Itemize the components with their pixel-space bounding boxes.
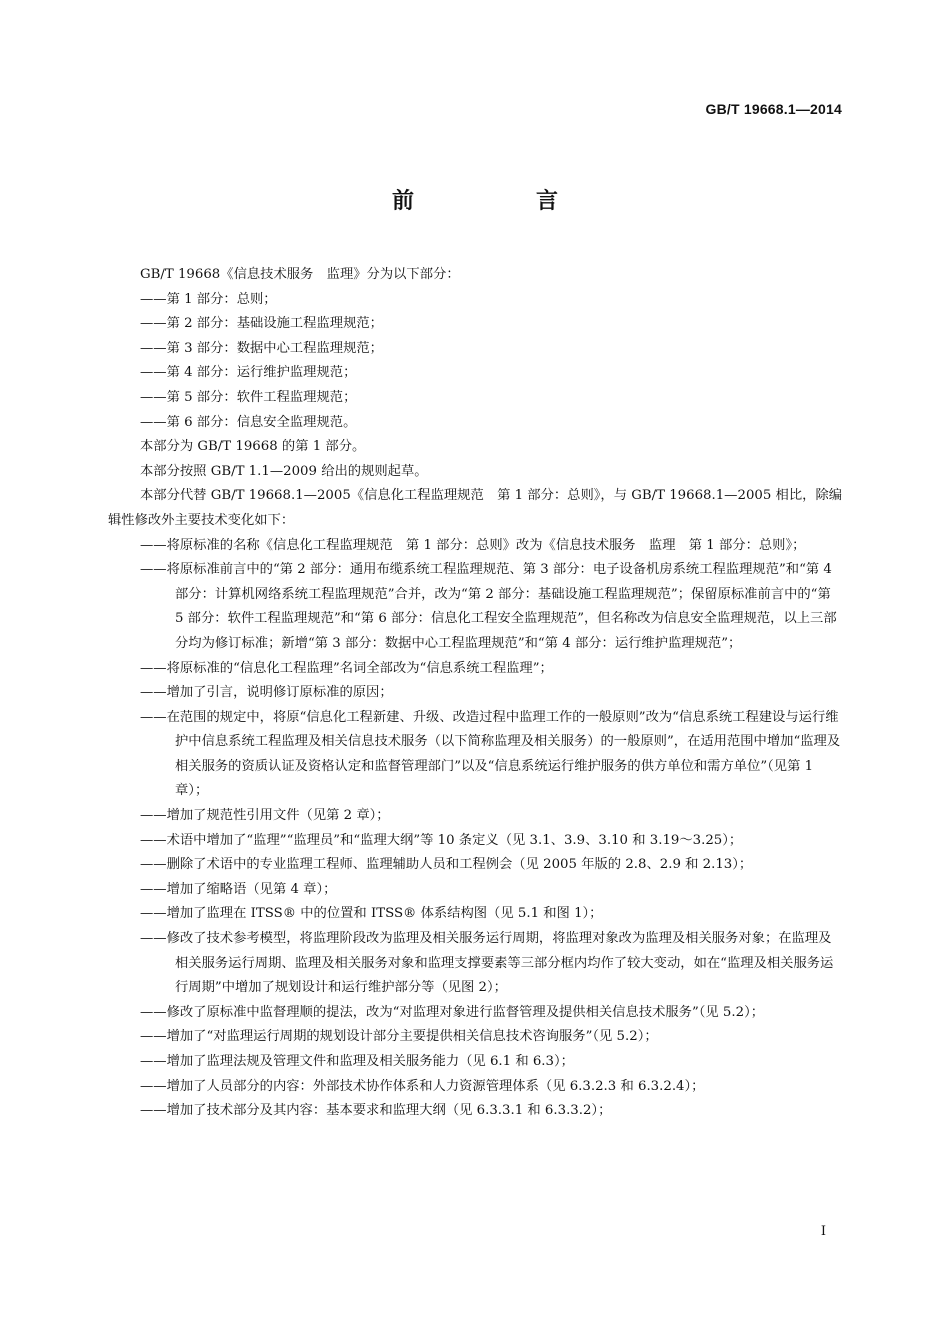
replaces-paragraph: 本部分代替 GB/T 19668.1—2005《信息化工程监理规范 第 1 部分：总则》，与 GB/T 19668.1—2005 相比，除编辑性修改外主要技术变化如下： (108, 488, 843, 528)
list-item: ——将原标准的“信息化工程监理”名词全部改为“信息系统工程监理”； (140, 660, 553, 676)
list-item: ——增加了缩略语（见第 4 章）； (140, 881, 337, 897)
parts-list (108, 288, 843, 436)
list-item: ——增加了人员部分的内容：外部技术协作体系和人力资源管理体系（见 6.3.2.3 和 6.3.2.4）； (140, 1078, 705, 1094)
list-item: ——将原标准的名称《信息化工程监理规范 第 1 部分：总则》改为《信息技术服务 监理 第 1 部分：总则》； (140, 537, 806, 553)
list-item: ——在范围的规定中，将原“信息化工程新建、升级、改造过程中监理工作的一般原则”改为“信息系统工程建设与运行维护中信息系统工程监理及相关信息技术服务（以下简称监理及相关服务）的一般原则”，在适用范围中增加“监理及相关服务的资质认证及资格认定和监督管理部门”以及“信息系统运行维护服务的供方单位和需方单位”（见第 1 章）； (140, 709, 841, 799)
list-item: ——增加了引言，说明修订原标准的原因； (140, 685, 393, 701)
list-item: ——增加了规范性引用文件（见第 2 章）； (140, 808, 390, 824)
list-item: ——增加了技术部分及其内容：基本要求和监理大纲（见 6.3.3.1 和 6.3.3.2）； (140, 1103, 612, 1119)
list-item: ——第 3 部分：数据中心工程监理规范； (140, 340, 383, 356)
changes-list (108, 534, 843, 1124)
list-item: ——增加了“对监理运行周期的规划设计部分主要提供相关信息技术咨询服务”（见 5.2）； (140, 1029, 658, 1045)
list-item: ——删除了术语中的专业监理工程师、监理辅助人员和工程例会（见 2005 年版的 2.8、2.9 和 2.13）； (140, 857, 753, 873)
list-item: ——修改了技术参考模型，将监理阶段改为监理及相关服务运行周期，将监理对象改为监理及相关服务对象；在监理及相关服务运行周期、监理及相关服务对象和监理支撑要素等三部分框内均作了较大变动，如在“监理及相关服务运行周期”中增加了规划设计和运行维护部分等（见图 2）； (140, 931, 834, 996)
list-item: ——第 2 部分：基础设施工程监理规范； (140, 316, 383, 332)
list-item: ——术语中增加了“监理”“监理员”和“监理大纲”等 10 条定义（见 3.1、3.9、3.10 和 3.19～3.25）； (140, 832, 743, 848)
list-item: ——第 4 部分：运行维护监理规范； (140, 365, 357, 381)
this-part-paragraph: 本部分为 GB/T 19668 的第 1 部分。 (140, 439, 366, 455)
list-item: ——第 1 部分：总则； (140, 291, 277, 307)
list-item: ——修改了原标准中监督理顺的提法，改为“对监理对象进行监督管理及提供相关信息技术服务”（见 5.2）； (140, 1004, 765, 1020)
page-number: I (820, 1224, 826, 1239)
document-body (108, 263, 843, 1124)
list-item: ——第 6 部分：信息安全监理规范。 (140, 414, 357, 430)
list-item: ——将原标准前言中的“第 2 部分：通用布缆系统工程监理规范、第 3 部分：电子设备机房系统工程监理规范”和“第 4 部分：计算机网络系统工程监理规范”合并，改为“第 2 部分：基础设施工程监理规范”；保留原标准前言中的“第 5 部分：软件工程监理规范”和“第 6 部分：信息化工程安全监理规范”，但名称改为信息安全监理规范，以上三部分均为修订标准；新增“第 3 部分：数据中心工程监理规范”和“第 4 部分：运行维护监理规范”； (140, 562, 837, 651)
list-item: ——第 5 部分：软件工程监理规范； (140, 389, 357, 405)
drafting-paragraph: 本部分按照 GB/T 1.1—2009 给出的规则起草。 (140, 463, 428, 479)
list-item: ——增加了监理在 ITSS® 中的位置和 ITSS® 体系结构图（见 5.1 和图 1）； (140, 906, 603, 922)
page-title: 前 言 (391, 189, 608, 214)
list-item: ——增加了监理法规及管理文件和监理及相关服务能力（见 6.1 和 6.3）； (140, 1054, 574, 1069)
standard-code: GB/T 19668.1—2014 (705, 101, 842, 117)
parts-intro: GB/T 19668《信息技术服务 监理》分为以下部分： (140, 267, 460, 282)
